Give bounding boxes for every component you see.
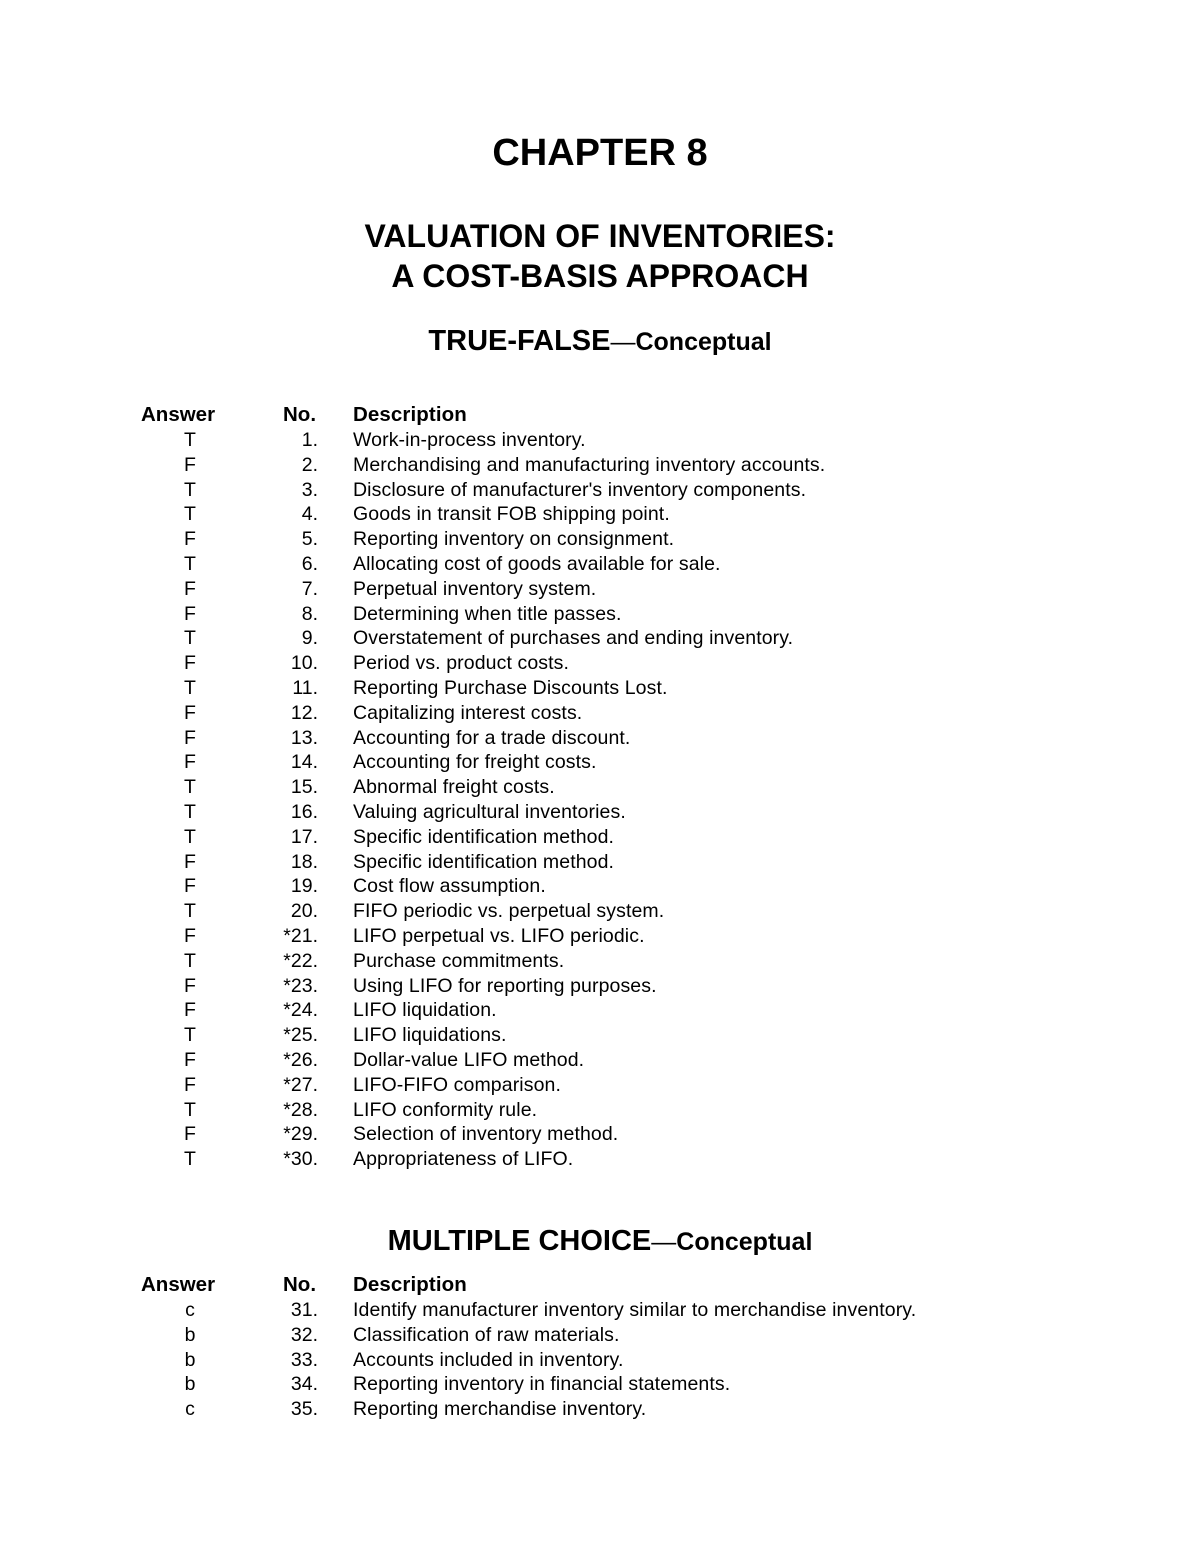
- description-cell: Using LIFO for reporting purposes.: [353, 974, 657, 997]
- true-false-heading-dash: —: [610, 328, 636, 356]
- description-cell: Goods in transit FOB shipping point.: [353, 503, 670, 526]
- description-cell: Appropriateness of LIFO.: [353, 1148, 574, 1171]
- answer-column-header: Answer: [141, 1273, 216, 1296]
- question-number-cell: 10.: [290, 652, 318, 675]
- description-cell: Abnormal freight costs.: [353, 776, 555, 799]
- question-number-cell: *23.: [283, 974, 318, 997]
- description-cell: Capitalizing interest costs.: [353, 701, 583, 724]
- description-column-header: Description: [353, 403, 467, 426]
- answer-cell: F: [184, 875, 196, 898]
- table-row: [0, 527, 1200, 552]
- answer-cell: F: [184, 701, 196, 724]
- question-number-cell: 12.: [290, 701, 318, 724]
- description-cell: Allocating cost of goods available for sale.: [353, 552, 721, 575]
- true-false-heading-sub: Conceptual: [635, 328, 772, 356]
- question-number-cell: 11.: [292, 676, 318, 699]
- description-cell: Accounts included in inventory.: [353, 1348, 624, 1371]
- question-number-cell: *27.: [283, 1073, 318, 1096]
- description-cell: Dollar-value LIFO method.: [353, 1048, 585, 1071]
- description-cell: Period vs. product costs.: [353, 652, 570, 675]
- question-number-cell: 8.: [301, 602, 318, 625]
- question-number-cell: 9.: [301, 627, 318, 650]
- table-row: [0, 1023, 1200, 1048]
- question-number-cell: 13.: [290, 726, 318, 749]
- answer-cell: F: [184, 974, 196, 997]
- question-number-cell: 7.: [301, 577, 318, 600]
- question-number-cell: 32.: [290, 1323, 318, 1346]
- question-number-cell: 6.: [301, 552, 318, 575]
- table-row: [0, 502, 1200, 527]
- table-row: [0, 626, 1200, 651]
- question-number-cell: 17.: [290, 825, 318, 848]
- table-row: [0, 924, 1200, 949]
- chapter-title: CHAPTER 8: [492, 132, 708, 174]
- table-row: [0, 1397, 1200, 1422]
- description-cell: Overstatement of purchases and ending inventory.: [353, 627, 794, 650]
- table-row: [0, 1323, 1200, 1348]
- answer-cell: F: [184, 999, 196, 1022]
- question-number-cell: *29.: [283, 1123, 318, 1146]
- answer-cell: b: [184, 1373, 196, 1396]
- answer-cell: F: [184, 751, 196, 774]
- answer-cell: T: [184, 825, 196, 848]
- table-row: [0, 1098, 1200, 1123]
- table-header-row: [0, 401, 1200, 428]
- description-cell: LIFO perpetual vs. LIFO periodic.: [353, 924, 645, 947]
- description-cell: Work-in-process inventory.: [353, 429, 586, 451]
- answer-cell: T: [184, 478, 196, 501]
- table-row: [0, 701, 1200, 726]
- table-row: [0, 750, 1200, 775]
- description-cell: Accounting for a trade discount.: [353, 726, 631, 749]
- question-number-cell: 35.: [290, 1398, 318, 1421]
- description-cell: LIFO liquidations.: [353, 1024, 507, 1047]
- table-row: [0, 874, 1200, 899]
- answer-cell: c: [185, 1299, 195, 1321]
- question-number-cell: 4.: [301, 503, 318, 526]
- question-number-cell: *25.: [283, 1024, 318, 1047]
- description-cell: LIFO liquidation.: [353, 999, 497, 1022]
- table-row: [0, 602, 1200, 627]
- table-row: [0, 428, 1200, 453]
- description-cell: Cost flow assumption.: [353, 875, 546, 898]
- description-cell: Specific identification method.: [353, 825, 615, 848]
- description-cell: Accounting for freight costs.: [353, 751, 597, 774]
- description-cell: Specific identification method.: [353, 850, 615, 873]
- table-row: [0, 1147, 1200, 1172]
- description-cell: Reporting inventory in financial statements.: [353, 1373, 731, 1396]
- question-number-cell: 20.: [290, 900, 318, 923]
- description-cell: Classification of raw materials.: [353, 1323, 620, 1346]
- answer-cell: F: [184, 726, 196, 749]
- number-column-header: No.: [283, 1273, 317, 1296]
- answer-cell: T: [184, 1098, 196, 1121]
- answer-cell: F: [184, 528, 196, 551]
- description-column-header: Description: [353, 1273, 467, 1296]
- true-false-heading-main: TRUE-FALSE: [428, 325, 611, 357]
- answer-cell: F: [184, 652, 196, 675]
- question-number-cell: 3.: [301, 478, 318, 501]
- table-row: [0, 552, 1200, 577]
- multiple-choice-heading-sub: Conceptual: [676, 1228, 813, 1256]
- answer-cell: T: [184, 900, 196, 923]
- question-number-cell: *24.: [283, 999, 318, 1022]
- answer-cell: T: [184, 503, 196, 526]
- answer-cell: b: [184, 1323, 196, 1346]
- true-false-table: [0, 401, 1200, 1172]
- description-cell: Reporting Purchase Discounts Lost.: [353, 676, 668, 699]
- description-cell: Reporting merchandise inventory.: [353, 1398, 647, 1421]
- multiple-choice-heading-dash: —: [651, 1228, 677, 1256]
- description-cell: Merchandising and manufacturing inventory accounts.: [353, 453, 826, 476]
- number-column-header: No.: [283, 403, 317, 426]
- answer-cell: T: [184, 800, 196, 823]
- description-cell: LIFO-FIFO comparison.: [353, 1073, 561, 1096]
- answer-cell: T: [184, 676, 196, 699]
- question-number-cell: 31.: [290, 1299, 318, 1321]
- subtitle-line-2: A COST-BASIS APPROACH: [391, 258, 809, 294]
- answer-cell: F: [184, 602, 196, 625]
- question-number-cell: 18.: [290, 850, 318, 873]
- description-cell: LIFO conformity rule.: [353, 1098, 538, 1121]
- answer-cell: F: [184, 924, 196, 947]
- description-cell: Identify manufacturer inventory similar to merchandise inventory.: [353, 1299, 917, 1321]
- table-row: [0, 775, 1200, 800]
- subtitle-line-1: VALUATION OF INVENTORIES:: [364, 218, 836, 254]
- document-subtitle: [0, 216, 1200, 296]
- question-number-cell: 2.: [301, 453, 318, 476]
- description-cell: FIFO periodic vs. perpetual system.: [353, 900, 665, 923]
- question-number-cell: 19.: [290, 875, 318, 898]
- table-row: [0, 899, 1200, 924]
- answer-cell: F: [184, 1123, 196, 1146]
- answer-cell: c: [185, 1398, 195, 1421]
- answer-column-header: Answer: [141, 403, 216, 426]
- table-row: [0, 577, 1200, 602]
- answer-cell: T: [184, 429, 196, 451]
- description-cell: Perpetual inventory system.: [353, 577, 597, 600]
- table-row: [0, 850, 1200, 875]
- question-number-cell: 16.: [290, 800, 318, 823]
- question-number-cell: 33.: [290, 1348, 318, 1371]
- description-cell: Determining when title passes.: [353, 602, 622, 625]
- table-header-row: [0, 1271, 1200, 1298]
- table-row: [0, 478, 1200, 503]
- true-false-heading: [0, 322, 1200, 363]
- table-row: [0, 998, 1200, 1023]
- answer-cell: T: [184, 1024, 196, 1047]
- question-number-cell: *21.: [283, 924, 318, 947]
- table-row: [0, 1122, 1200, 1147]
- answer-cell: F: [184, 1073, 196, 1096]
- table-row: [0, 651, 1200, 676]
- question-number-cell: *30.: [283, 1148, 318, 1171]
- question-number-cell: 15.: [290, 776, 318, 799]
- table-row: [0, 1073, 1200, 1098]
- description-cell: Reporting inventory on consignment.: [353, 528, 675, 551]
- multiple-choice-heading: [0, 1222, 1200, 1263]
- question-number-cell: *22.: [283, 949, 318, 972]
- question-number-cell: *26.: [283, 1048, 318, 1071]
- answer-cell: F: [184, 453, 196, 476]
- description-cell: Valuing agricultural inventories.: [353, 800, 626, 823]
- table-row: [0, 1372, 1200, 1397]
- question-number-cell: *28.: [283, 1098, 318, 1121]
- answer-cell: T: [184, 1148, 196, 1171]
- multiple-choice-heading-main: MULTIPLE CHOICE: [387, 1225, 652, 1257]
- answer-cell: T: [184, 949, 196, 972]
- answer-cell: F: [184, 1048, 196, 1071]
- answer-cell: T: [184, 552, 196, 575]
- table-row: [0, 453, 1200, 478]
- answer-cell: T: [184, 776, 196, 799]
- question-number-cell: 1.: [301, 429, 318, 451]
- description-cell: Selection of inventory method.: [353, 1123, 619, 1146]
- question-number-cell: 14.: [290, 751, 318, 774]
- question-number-cell: 34.: [290, 1373, 318, 1396]
- description-cell: Disclosure of manufacturer's inventory components.: [353, 478, 807, 501]
- description-cell: Purchase commitments.: [353, 949, 565, 972]
- answer-cell: F: [184, 577, 196, 600]
- table-row: [0, 1048, 1200, 1073]
- table-row: [0, 949, 1200, 974]
- answer-cell: b: [184, 1348, 196, 1371]
- table-row: [0, 726, 1200, 751]
- table-row: [0, 676, 1200, 701]
- answer-cell: F: [184, 850, 196, 873]
- table-row: [0, 974, 1200, 999]
- answer-cell: T: [184, 627, 196, 650]
- question-number-cell: 5.: [301, 528, 318, 551]
- table-row: [0, 1348, 1200, 1373]
- table-row: [0, 800, 1200, 825]
- table-row: [0, 1298, 1200, 1323]
- multiple-choice-table: [0, 1271, 1200, 1422]
- table-row: [0, 825, 1200, 850]
